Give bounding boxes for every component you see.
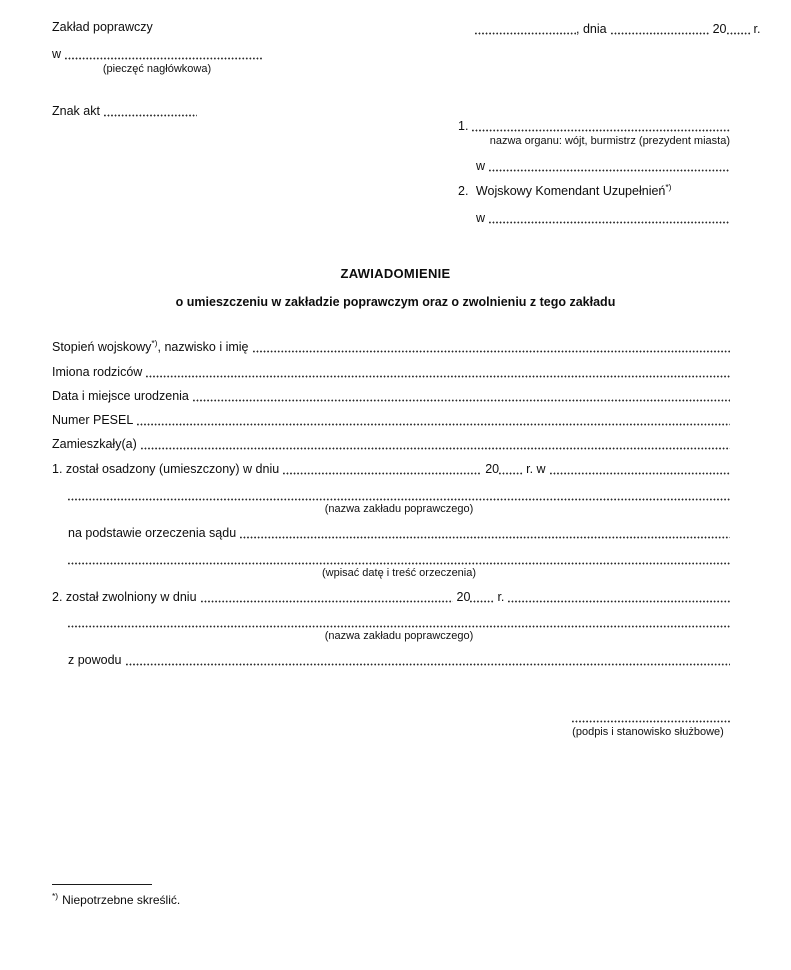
date-row [475,22,761,36]
field-pesel-label: Numer PESEL [52,413,134,427]
item2-year-suffix: r. [497,590,505,604]
recipient-1-input[interactable] [472,121,730,132]
year-suffix-label: r. [753,22,761,36]
document-title: ZAWIADOMIENIE [340,266,451,281]
item1-place-input[interactable] [550,464,730,475]
item1-basis-input[interactable] [240,528,730,539]
recipient-1-caption: nazwa organu: wójt, burmistrz (prezydent miasta) [489,135,730,147]
item2-facility-input[interactable] [68,617,730,628]
year-prefix-label: 20 [712,22,727,36]
recipient-1-city-input[interactable] [489,161,730,172]
field-residence-row [52,437,730,451]
item2-reason-input[interactable] [126,655,730,666]
footnote-marker: *) [52,891,59,901]
case-mark-input[interactable] [104,106,197,117]
recipient-1-row [458,119,730,133]
recipient-2-city-input[interactable] [489,213,730,224]
signature-input[interactable] [572,712,730,723]
item1-facility-input[interactable] [68,490,730,501]
field-rank-name-input[interactable] [253,342,731,353]
item1-year-suffix: r. w [526,462,546,476]
item1-basis-continuation-input[interactable] [68,554,730,565]
institution-city-row [52,47,262,61]
case-mark-row [52,104,197,118]
item2-year-input[interactable] [470,592,494,603]
case-mark-label: Znak akt [52,104,100,118]
item2-reason-label: z powodu [68,653,122,667]
item1-row [52,462,730,476]
date-separator-label: , dnia [576,22,607,36]
item1-label: 1. został osadzony (umieszczony) w dniu [52,462,280,476]
item2-facility-caption: (nazwa zakładu poprawczego) [324,630,474,642]
recipient-1-number: 1. [458,119,469,133]
footnote-text: Niepotrzebne skreślić. [62,893,181,907]
field-rank-name-label-tail: , nazwisko i imię [157,340,249,354]
field-pesel-input[interactable] [137,415,730,426]
item2-year-prefix: 20 [456,590,471,604]
field-rank-name-label: Stopień wojskowy*), nazwisko i imię [52,337,249,354]
item1-year-input[interactable] [499,464,523,475]
recipient-2-footnote-marker: *) [665,181,672,192]
recipient-1-city-row [476,159,730,173]
institution-city-input[interactable] [65,49,262,60]
item2-rest-input[interactable] [508,592,730,603]
item1-basis-label: na podstawie orzeczenia sądu [68,526,237,540]
item2-row [52,590,730,604]
institution-city-label: w [52,47,62,61]
recipient-2-row [458,181,672,198]
day-month-input[interactable] [611,24,709,35]
field-birth-row [52,389,730,403]
place-input[interactable] [475,24,576,35]
field-birth-label: Data i miejsce urodzenia [52,389,189,403]
item2-date-input[interactable] [201,592,453,603]
recipient-2-city-label: w [476,211,486,225]
item1-basis-caption: (wpisać datę i treść orzeczenia) [321,567,477,579]
document-subtitle: o umieszczeniu w zakładzie poprawczym oraz o zwolnieniu z tego zakładu [175,295,616,309]
item1-facility-caption: (nazwa zakładu poprawczego) [324,503,474,515]
item1-year-prefix: 20 [485,462,500,476]
field-rank-name-row [52,337,730,354]
recipient-2-number: 2. [458,184,469,198]
footnote-divider [52,884,152,885]
field-parents-label: Imiona rodziców [52,365,143,379]
item1-basis-row [68,526,730,540]
year-input[interactable] [727,24,751,35]
field-rank-footnote-marker: *) [151,337,158,348]
field-parents-row [52,365,730,379]
institution-name: Zakład poprawczy [52,20,153,34]
item2-reason-row [68,653,730,667]
field-residence-input[interactable] [141,439,730,450]
recipient-1-city-label: w [476,159,486,173]
field-residence-label: Zamieszkały(a) [52,437,137,451]
field-parents-input[interactable] [146,367,730,378]
footnote [52,893,180,908]
signature-caption: (podpis i stanowisko służbowe) [572,726,724,738]
field-pesel-row [52,413,730,427]
field-birth-input[interactable] [193,391,730,402]
item1-date-input[interactable] [283,464,481,475]
recipient-2-city-row [476,211,730,225]
recipient-2-label: Wojskowy Komendant Uzupełnień [475,184,666,198]
item2-label: 2. został zwolniony w dniu [52,590,197,604]
stamp-caption: (pieczęć nagłówkowa) [102,63,212,75]
